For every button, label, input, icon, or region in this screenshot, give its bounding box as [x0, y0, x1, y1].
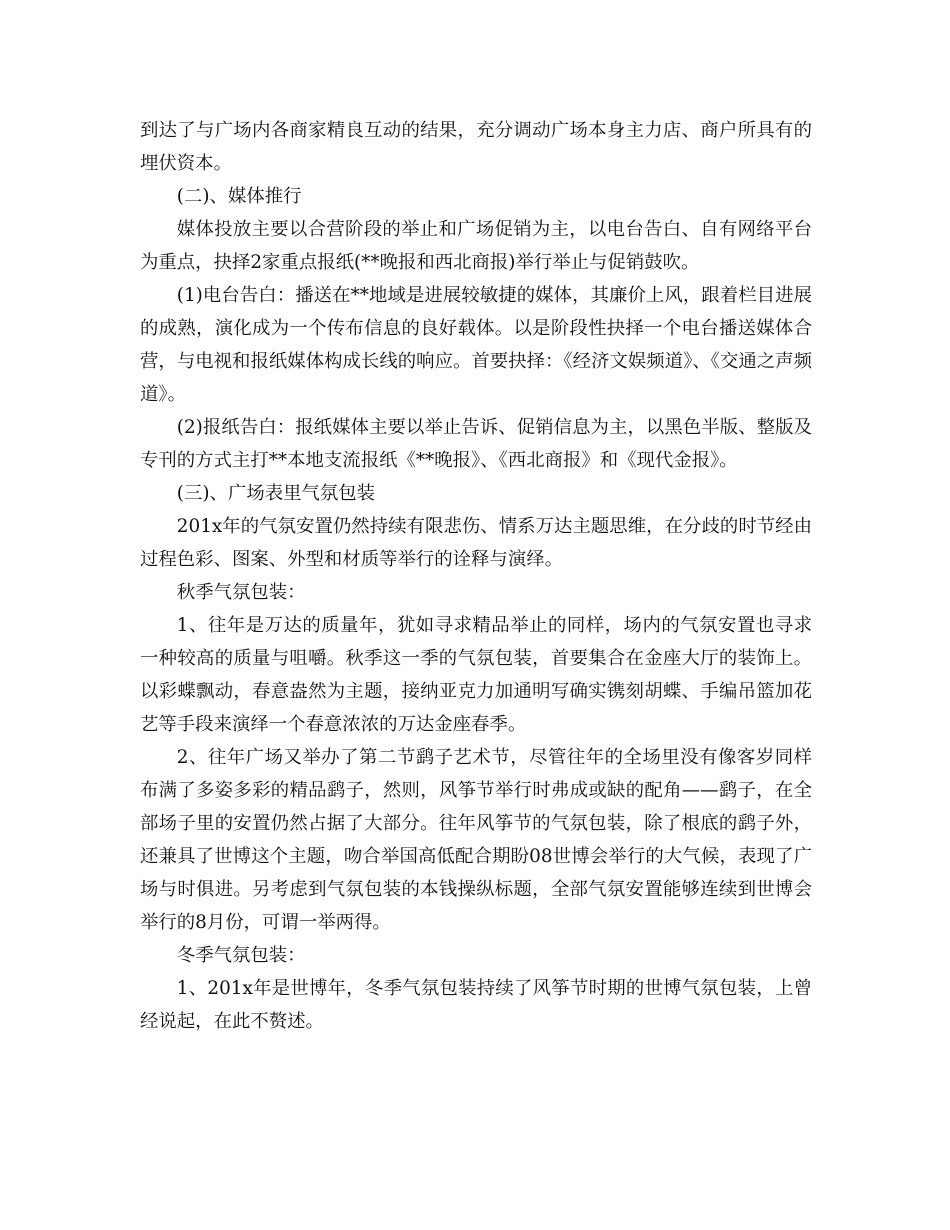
section-heading-atmosphere: (三)、广场表里气氛包装	[176, 483, 376, 504]
paragraph-newspaper-ads: (2)报纸告白：报纸媒体主要以举止告诉、促销信息为主，以黑色半版、整版及专刊的方式主打**本地支流报纸《**晚报》、《西北商报》和《现代金报》。	[140, 417, 812, 471]
paragraph-winter-1: 1、201x年是世博年，冬季气氛包装持续了风筝节时期的世博气氛包装，上曾经说起，在此不赘述。	[140, 978, 812, 1032]
section-heading-media: (二)、媒体推行	[176, 186, 302, 207]
paragraph-media-overview: 媒体投放主要以合营阶段的举止和广场促销为主，以电台告白、自有网络平台为重点，抉择2家重点报纸(**晚报和西北商报)举行举止与促销鼓吹。	[140, 219, 812, 273]
paragraph-continuation: 到达了与广场内各商家精良互动的结果，充分调动广场本身主力店、商户所具有的埋伏资本。	[140, 120, 812, 174]
subheading-winter: 冬季气氛包装：	[176, 945, 306, 966]
subheading-autumn: 秋季气氛包装：	[176, 582, 306, 603]
paragraph-atmosphere-overview: 201x年的气氛安置仍然持续有限悲伤、情系万达主题思维，在分歧的时节经由过程色彩、图案、外型和材质等举行的诠释与演绎。	[140, 516, 812, 570]
paragraph-autumn-1: 1、往年是万达的质量年，犹如寻求精品举止的同样，场内的气氛安置也寻求一种较高的质量与咀嚼。秋季这一季的气氛包装，首要集合在金座大厅的装饰上。以彩蝶飘动，春意盎然为主题，接纳亚克力加通明写确实镌刻胡蝶、手编吊篮加花艺等手段来演绎一个春意浓浓的万达金座春季。	[140, 615, 812, 735]
paragraph-radio-ads: (1)电台告白：播送在**地域是进展较敏捷的媒体，其廉价上风，跟着栏目进展的成熟，演化成为一个传布信息的良好载体。以是阶段性抉择一个电台播送媒体合营，与电视和报纸媒体构成长线的响应。首要抉择：《经济文娱频道》、《交通之声频道》。	[140, 285, 812, 405]
paragraph-autumn-2: 2、往年广场又举办了第二节鹞子艺术节，尽管往年的全场里没有像客岁同样布满了多姿多彩的精品鹞子，然则，风筝节举行时弗成或缺的配角——鹞子，在全部场子里的安置仍然占据了大部分。往年风筝节的气氛包装，除了根底的鹞子外，还兼具了世博这个主题，吻合举国高低配合期盼08世博会举行的大气候，表现了广场与时俱进。另考虑到气氛包装的本钱操纵标题，全部气氛安置能够连续到世博会举行的8月份，可谓一举两得。	[140, 747, 812, 933]
document-body	[140, 114, 812, 1038]
